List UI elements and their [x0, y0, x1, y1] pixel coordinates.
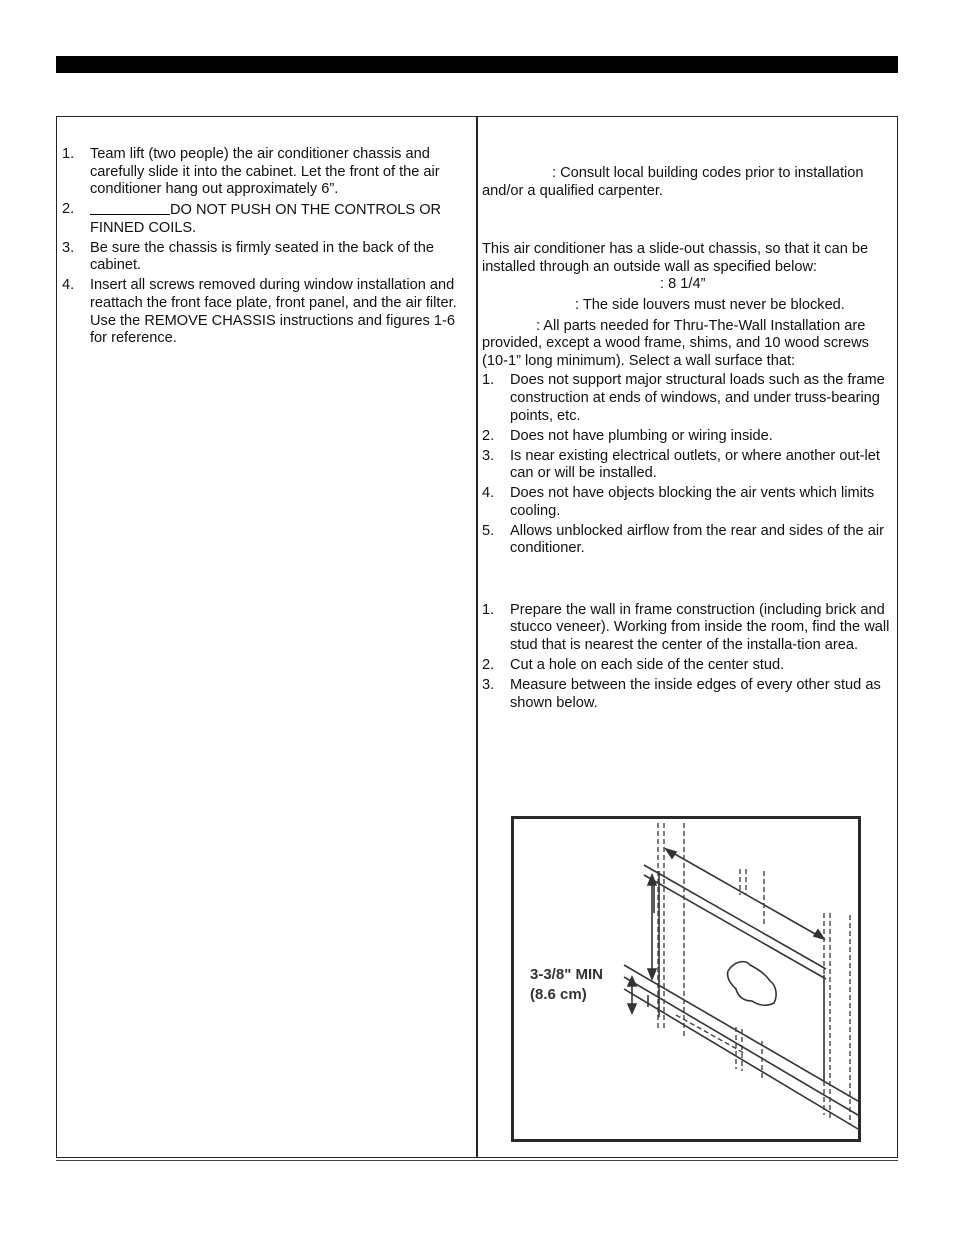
code-note	[482, 165, 892, 200]
spec-depth-text: : 8 1/4”	[660, 276, 706, 293]
list-item	[482, 448, 892, 483]
arrow-head	[666, 849, 676, 858]
wall-frame-figure	[511, 816, 861, 1142]
item-number: 3.	[482, 447, 495, 464]
arrow-head	[648, 969, 656, 979]
header-bar	[56, 56, 898, 73]
wall-surface-list	[482, 372, 892, 558]
code-note-text: : Consult local building codes prior to installation and/or a qualified carpenter.	[482, 165, 864, 199]
spec-louvers	[482, 297, 892, 315]
item-text: Prepare the wall in frame construction (including brick and stucco veneer). Working from inside the room, find the wall stud that is nearest the center of the installa-tion area.	[510, 601, 890, 654]
label-line: 3-3/8" MIN	[530, 966, 603, 983]
arrow-head	[628, 1004, 636, 1013]
step-number: 4.	[62, 277, 75, 294]
footer-rule	[56, 1160, 898, 1161]
item-text: Does not support major structural loads such as the frame construction at ends of windows, and under truss-bearing points, etc.	[510, 372, 885, 424]
list-item	[482, 372, 892, 425]
min-clearance-label	[530, 965, 603, 1005]
reinstall-steps	[62, 146, 467, 348]
step-number: 1.	[62, 146, 75, 162]
stud-line	[676, 1015, 744, 1053]
intro-paragraph	[482, 241, 892, 276]
item-number: 2.	[482, 657, 495, 674]
item-number: 5.	[482, 522, 495, 539]
width-dimension-line	[666, 849, 824, 939]
spec-depth	[482, 276, 892, 294]
blank-underline	[90, 201, 170, 215]
spec-louvers-text: : The side louvers must never be blocked.	[575, 296, 845, 313]
arrow-head	[648, 875, 656, 885]
arrow-head	[814, 930, 824, 939]
list-item	[482, 428, 892, 446]
hand-icon	[728, 962, 776, 1006]
step-text: Team lift (two people) the air conditioner chassis and carefully slide it into the cabinet. Let the front of the air conditioner hang out approximately 6”.	[90, 146, 440, 198]
list-item	[62, 277, 467, 347]
item-text: Is near existing electrical outlets, or where another out-let can or will be installed.	[510, 447, 880, 482]
item-number: 1.	[482, 601, 495, 618]
column-divider	[476, 116, 478, 1158]
item-text: Cut a hole on each side of the center stud.	[510, 657, 785, 674]
list-item	[482, 677, 892, 712]
list-item	[62, 201, 467, 237]
step-number: 2.	[62, 201, 75, 218]
item-text: Does not have objects blocking the air vents which limits cooling.	[510, 485, 875, 519]
right-column	[482, 165, 892, 715]
item-text: Measure between the inside edges of every other stud as shown below.	[510, 677, 881, 711]
list-item	[482, 657, 892, 675]
arrow-head	[628, 977, 636, 986]
list-item	[482, 523, 892, 558]
wall-prep-list	[482, 602, 892, 712]
step-number: 3.	[62, 239, 75, 256]
list-item	[62, 146, 467, 199]
parts-text: : All parts needed for Thru-The-Wall Installation are provided, except a wood frame, shims, and 10 wood screws (10-1” long minimum). Select a wall surface that:	[482, 317, 869, 369]
intro-text: This air conditioner has a slide-out chassis, so that it can be installed through an outside wall as specified below:	[482, 241, 869, 275]
header-board-line	[644, 865, 826, 969]
label-line: (8.6 cm)	[530, 986, 587, 1003]
list-item	[482, 602, 892, 655]
step-text: Be sure the chassis is firmly seated in the back of the cabinet.	[90, 239, 434, 274]
item-text: Does not have plumbing or wiring inside.	[510, 427, 773, 444]
parts-paragraph	[482, 318, 892, 371]
item-number: 2.	[482, 427, 495, 444]
left-column	[62, 146, 467, 350]
list-item	[482, 485, 892, 520]
item-number: 4.	[482, 485, 495, 502]
item-number: 1.	[482, 372, 495, 389]
step-text: DO NOT PUSH ON THE CONTROLS OR FINNED COILS.	[90, 202, 442, 236]
item-number: 3.	[482, 677, 495, 693]
list-item	[62, 240, 467, 275]
step-text: Insert all screws removed during window installation and reattach the front face plate, front panel, and the air filter. Use the REMOVE CHASSIS instructions and figures 1-6 for reference.	[90, 277, 457, 347]
item-text: Allows unblocked airflow from the rear and sides of the air conditioner.	[510, 522, 884, 557]
